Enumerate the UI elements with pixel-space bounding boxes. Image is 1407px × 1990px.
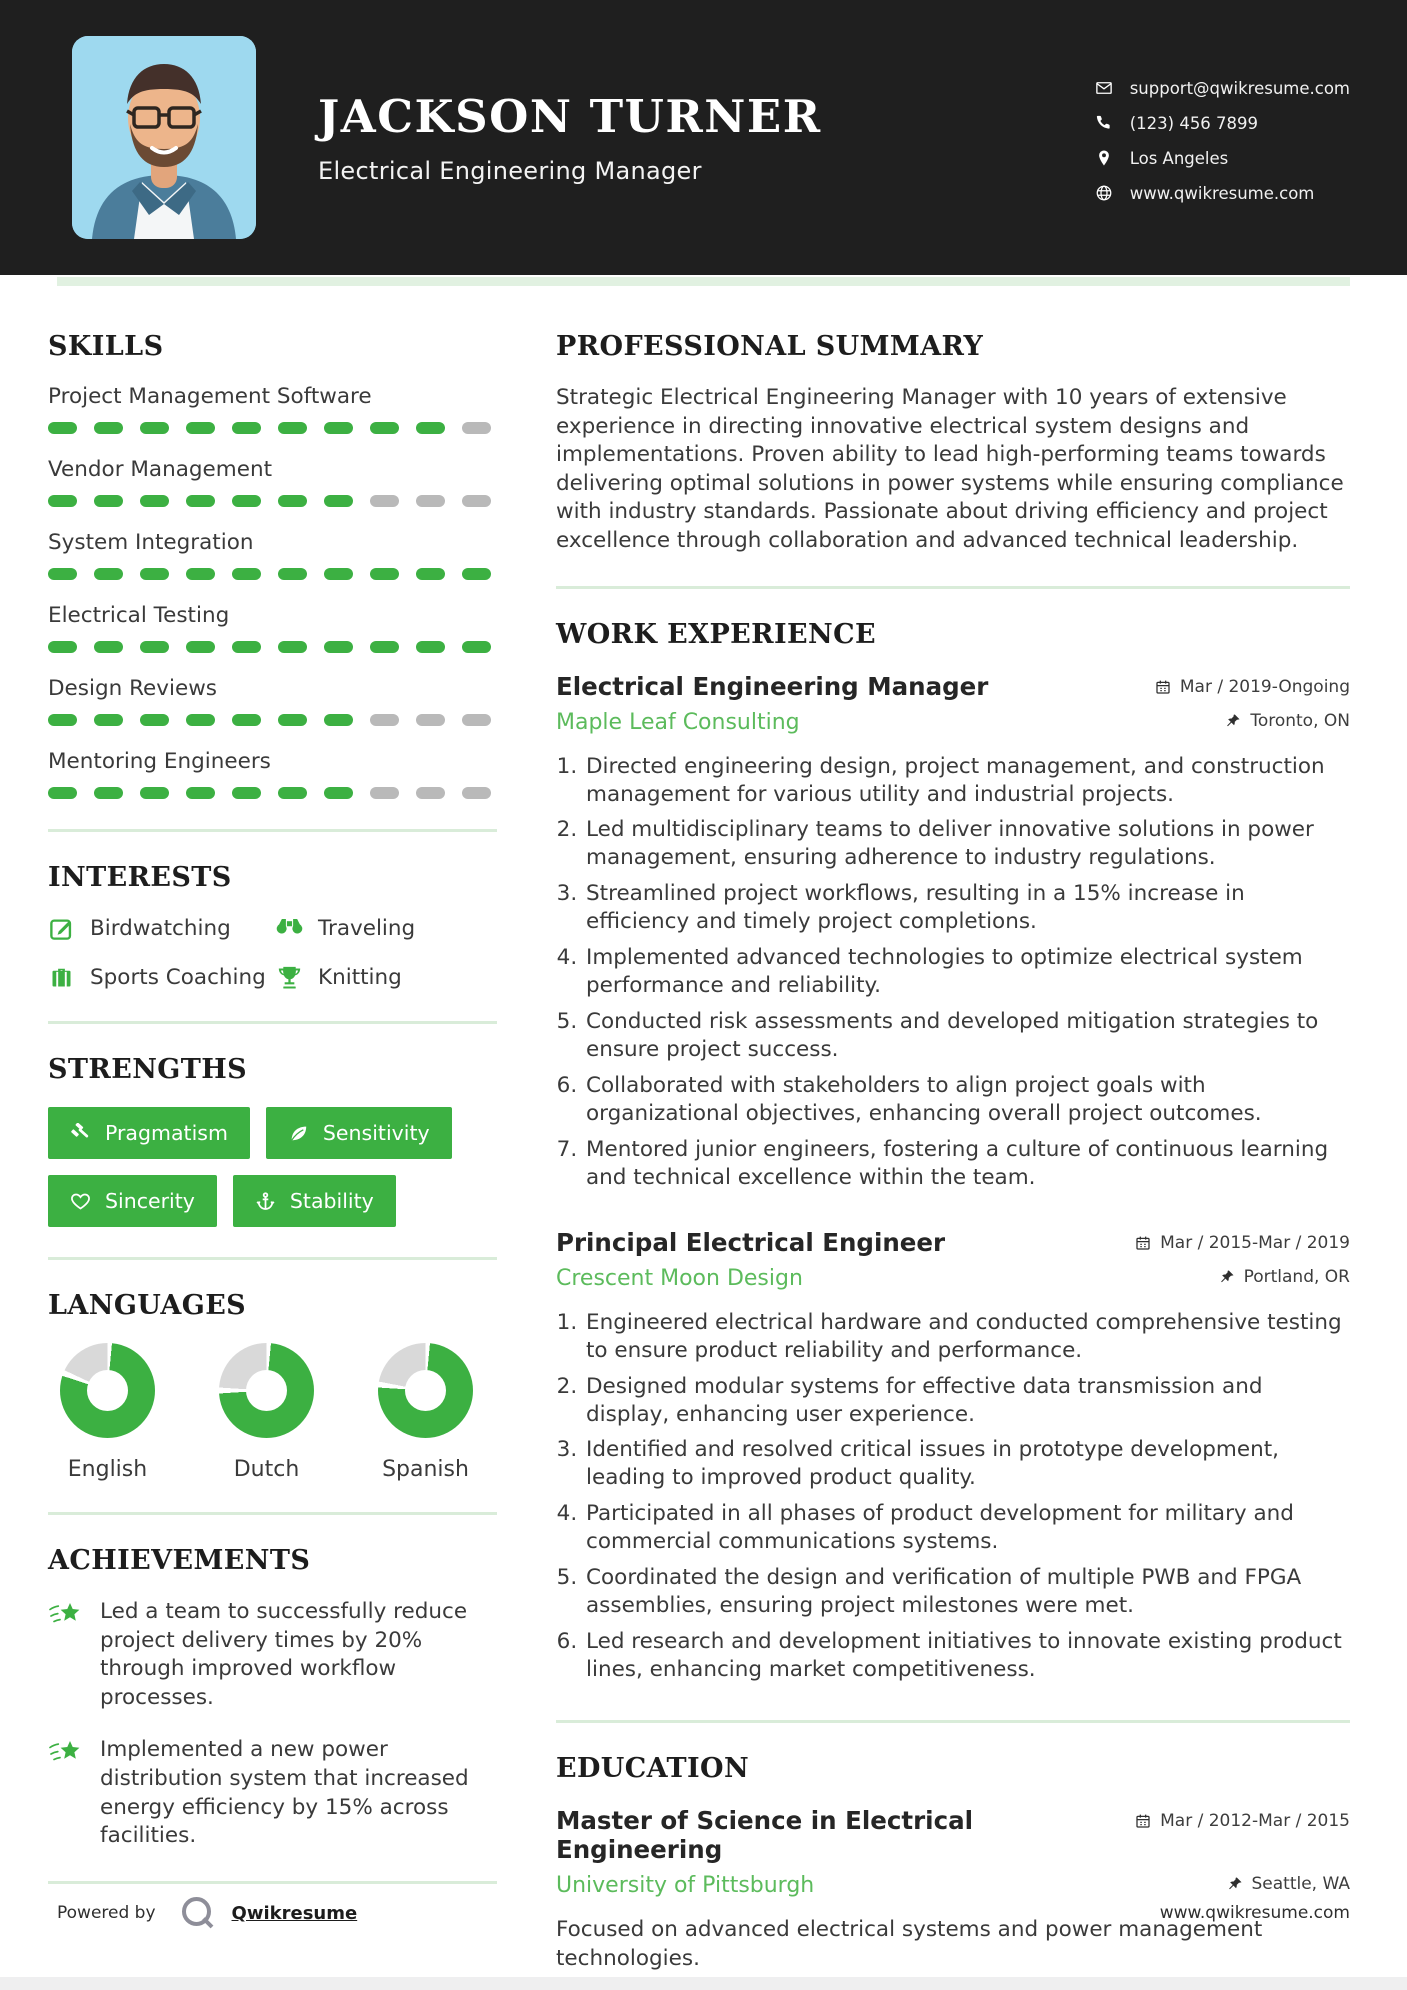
skill-label: Design Reviews	[48, 676, 217, 701]
job-bullet-list	[556, 753, 1350, 1192]
job-title: Principal Electrical Engineer	[556, 1227, 946, 1257]
skill-level-segment	[278, 714, 307, 726]
job-bullet: 1. Engineered electrical hardware and conducted comprehensive testing to ensure product reliability and performance.	[584, 1309, 1350, 1365]
education-location	[1227, 1874, 1351, 1894]
skill-level-segment	[370, 495, 399, 507]
achievements-section	[48, 1545, 497, 1851]
skill-level-segment	[94, 422, 123, 434]
section-divider	[556, 586, 1350, 589]
skill-level-segment	[324, 568, 353, 580]
education-date	[1135, 1811, 1350, 1831]
interest-label: Birdwatching	[90, 916, 231, 941]
strengths-list	[48, 1107, 497, 1227]
calendar-icon	[1135, 1813, 1151, 1829]
job-entry-header	[556, 1228, 1350, 1291]
company-name: Crescent Moon Design	[556, 1265, 803, 1291]
skill-level-segment	[462, 495, 491, 507]
job-date	[1155, 677, 1350, 697]
section-divider	[48, 1881, 497, 1884]
skill-level-segment	[462, 422, 491, 434]
qwikresume-logo-icon	[178, 1893, 218, 1933]
skill-label: Mentoring Engineers	[48, 749, 271, 774]
header	[0, 0, 1407, 275]
interests-heading: INTERESTS	[48, 862, 232, 893]
skill-item	[48, 749, 497, 799]
phone-icon	[1095, 114, 1113, 132]
contact-row	[1095, 149, 1350, 168]
education-note: Focused on advanced electrical systems and power management technologies.	[556, 1916, 1263, 1971]
skill-level-segment	[140, 495, 169, 507]
skill-level-segment	[324, 714, 353, 726]
skill-level-segment	[48, 714, 77, 726]
skill-level-segment	[186, 787, 215, 799]
job-entry	[556, 672, 1350, 1192]
skill-level-segment	[186, 714, 215, 726]
skill-level-segment	[48, 568, 77, 580]
language-label: Spanish	[382, 1457, 469, 1482]
job-date-text: Mar / 2019-Ongoing	[1179, 676, 1350, 697]
job-title: Electrical Engineering Manager	[556, 671, 989, 701]
skill-level-segment	[278, 787, 307, 799]
header-accent-bar	[57, 277, 1350, 286]
skill-level-segment	[324, 641, 353, 653]
resume-body	[0, 275, 1407, 1990]
contact-text: www.qwikresume.com	[1129, 183, 1315, 203]
skill-item	[48, 457, 497, 507]
summary-section	[556, 331, 1350, 556]
candidate-job-title: Electrical Engineering Manager	[318, 157, 702, 185]
achievement-text: Implemented a new power distribution system that increased energy efficiency by 15% across facilities.	[100, 1737, 469, 1849]
trophy-icon	[276, 964, 303, 991]
candidate-name: JACKSON TURNER	[318, 90, 822, 143]
binoculars-icon	[276, 915, 303, 942]
language-donut-chart	[60, 1343, 155, 1438]
skill-level-segment	[232, 714, 261, 726]
achievement-item	[48, 1598, 497, 1712]
language-label: English	[67, 1457, 148, 1482]
contact-text: support@qwikresume.com	[1129, 78, 1350, 98]
skill-level-segment	[48, 422, 77, 434]
job-location	[1225, 711, 1350, 731]
skill-level-segment	[140, 568, 169, 580]
skills-list	[48, 384, 497, 799]
degree-title: Master of Science in Electrical Engineering	[556, 1805, 974, 1864]
skill-level-bar	[48, 422, 497, 434]
skill-level-segment	[232, 568, 261, 580]
job-location	[1219, 1267, 1350, 1287]
email-icon	[1095, 79, 1113, 97]
skill-level-segment	[94, 787, 123, 799]
location-icon	[1095, 149, 1113, 167]
skill-level-segment	[324, 495, 353, 507]
skill-item	[48, 603, 497, 653]
star-icon	[48, 1739, 84, 1771]
language-label: Dutch	[233, 1457, 300, 1482]
languages-heading: LANGUAGES	[48, 1290, 247, 1321]
section-divider	[48, 829, 497, 832]
language-item	[215, 1343, 318, 1482]
education-entry-header	[556, 1806, 1350, 1898]
skill-level-segment	[140, 422, 169, 434]
skill-label: Electrical Testing	[48, 603, 230, 628]
footer	[57, 1893, 1350, 1933]
job-bullet: 7. Mentored junior engineers, fostering a culture of continuous learning and technical excellence within the team.	[584, 1136, 1350, 1192]
job-bullet: 2. Designed modular systems for effective data transmission and display, enhancing user experience.	[584, 1373, 1350, 1429]
profile-photo-illustration	[72, 36, 256, 239]
section-divider	[48, 1512, 497, 1515]
experience-section	[556, 619, 1350, 1684]
skill-item	[48, 676, 497, 726]
job-bullet: 3. Streamlined project workflows, resulting in a 15% increase in efficiency and timely project completions.	[584, 880, 1350, 936]
left-column	[48, 331, 497, 1990]
skill-level-segment	[48, 641, 77, 653]
interests-list	[48, 915, 497, 991]
language-item	[374, 1343, 477, 1482]
strength-badge	[48, 1175, 217, 1227]
achievements-list	[48, 1598, 497, 1851]
skill-level-segment	[232, 422, 261, 434]
calendar-icon	[1155, 679, 1171, 695]
contact-text: Los Angeles	[1129, 148, 1229, 168]
skill-level-bar	[48, 568, 497, 580]
skill-level-segment	[278, 641, 307, 653]
languages-section	[48, 1290, 497, 1482]
languages-list	[48, 1343, 497, 1482]
skill-level-segment	[94, 714, 123, 726]
powered-by-label: Powered by	[57, 1903, 156, 1923]
skill-level-segment	[278, 495, 307, 507]
skill-level-segment	[324, 787, 353, 799]
skill-level-segment	[370, 422, 399, 434]
job-entry-header	[556, 672, 1350, 735]
skill-level-segment	[232, 641, 261, 653]
interest-item	[276, 964, 497, 991]
strength-label: Pragmatism	[105, 1121, 228, 1145]
skill-level-segment	[324, 422, 353, 434]
contact-text: (123) 456 7899	[1129, 113, 1259, 133]
skill-level-segment	[94, 495, 123, 507]
education-date-text: Mar / 2012-Mar / 2015	[1160, 1810, 1350, 1831]
strength-label: Stability	[289, 1189, 374, 1213]
skill-level-segment	[278, 568, 307, 580]
skills-section	[48, 331, 497, 799]
identity-block	[318, 90, 822, 185]
calendar-icon	[1135, 1235, 1151, 1251]
job-bullet: 1. Directed engineering design, project management, and construction management for various utility and industrial projects.	[584, 753, 1350, 809]
skill-item	[48, 530, 497, 580]
language-item	[56, 1343, 159, 1482]
interest-item	[48, 915, 276, 942]
qwikresume-brand-link[interactable]: Qwikresume	[231, 1902, 358, 1924]
skill-level-segment	[232, 495, 261, 507]
contact-row	[1095, 79, 1350, 98]
skill-level-segment	[278, 422, 307, 434]
skill-level-segment	[462, 568, 491, 580]
pin-icon	[1227, 1876, 1243, 1892]
strength-badge	[233, 1175, 396, 1227]
interest-label: Traveling	[318, 916, 416, 941]
skill-level-segment	[94, 568, 123, 580]
job-bullet-list	[556, 1309, 1350, 1684]
job-date-text: Mar / 2015-Mar / 2019	[1160, 1232, 1350, 1253]
right-column	[556, 331, 1350, 1990]
job-bullet: 3. Identified and resolved critical issues in prototype development, leading to improved product quality.	[584, 1436, 1350, 1492]
footer-website: www.qwikresume.com	[1159, 1903, 1350, 1923]
job-location-text: Toronto, ON	[1250, 710, 1350, 731]
interest-item	[276, 915, 497, 942]
skill-level-segment	[370, 714, 399, 726]
experience-heading: WORK EXPERIENCE	[556, 618, 876, 650]
job-location-text: Portland, OR	[1243, 1266, 1350, 1287]
strength-label: Sincerity	[105, 1189, 195, 1213]
job-list	[556, 672, 1350, 1684]
skill-level-segment	[416, 422, 445, 434]
skill-level-segment	[94, 641, 123, 653]
globe-icon	[1095, 184, 1113, 202]
contact-list	[1095, 79, 1350, 203]
achievement-item	[48, 1736, 497, 1850]
interest-label: Knitting	[318, 965, 402, 990]
skill-level-segment	[140, 787, 169, 799]
job-bullet: 5. Coordinated the design and verification of multiple PWB and FPGA assemblies, ensuring project milestones were met.	[584, 1564, 1350, 1620]
strengths-heading: STRENGTHS	[48, 1054, 248, 1085]
section-divider	[556, 1720, 1350, 1723]
summary-heading: PROFESSIONAL SUMMARY	[556, 331, 984, 362]
strength-label: Sensitivity	[322, 1121, 430, 1145]
skill-level-segment	[370, 787, 399, 799]
school-name: University of Pittsburgh	[556, 1872, 815, 1898]
skill-level-segment	[186, 495, 215, 507]
skill-level-segment	[232, 787, 261, 799]
skill-level-bar	[48, 714, 497, 726]
skill-level-segment	[140, 641, 169, 653]
bottom-bar	[0, 1977, 1407, 1990]
section-divider	[48, 1021, 497, 1024]
skill-level-segment	[186, 422, 215, 434]
language-donut-chart	[219, 1343, 314, 1438]
education-heading: EDUCATION	[556, 1752, 750, 1784]
skill-label: Vendor Management	[48, 457, 272, 482]
language-donut-chart	[378, 1343, 473, 1438]
skill-level-segment	[48, 495, 77, 507]
gavel-icon	[70, 1123, 91, 1144]
company-name: Maple Leaf Consulting	[556, 709, 800, 735]
skill-level-segment	[462, 714, 491, 726]
summary-text: Strategic Electrical Engineering Manager with 10 years of extensive experience in directing innovative electrical system designs and implementations. Proven ability to lead high-performing teams towards delivering optimal solutions in power systems while ensuring compliance with industry standards. Passionate about driving efficiency and project excellence through collaboration and advanced technical leadership.	[556, 385, 1344, 553]
star-icon	[48, 1601, 84, 1633]
skill-item	[48, 384, 497, 434]
job-bullet: 6. Led research and development initiatives to innovate existing product lines, enhancing market competitiveness.	[584, 1628, 1350, 1684]
job-bullet: 6. Collaborated with stakeholders to align project goals with organizational objectives, enhancing overall project outcomes.	[584, 1072, 1350, 1128]
pin-icon	[1225, 713, 1241, 729]
education-location-text: Seattle, WA	[1251, 1873, 1350, 1894]
skill-level-bar	[48, 787, 497, 799]
skill-label: System Integration	[48, 530, 254, 555]
edit-icon	[48, 915, 75, 942]
achievement-text: Led a team to successfully reduce project delivery times by 20% through improved workflow processes.	[100, 1599, 468, 1710]
achievements-heading: ACHIEVEMENTS	[48, 1545, 311, 1576]
profile-photo	[72, 36, 256, 239]
contact-row	[1095, 114, 1350, 133]
skill-level-segment	[462, 641, 491, 653]
interests-section	[48, 862, 497, 991]
skill-level-segment	[416, 641, 445, 653]
heart-icon	[70, 1191, 91, 1212]
job-bullet: 4. Implemented advanced technologies to optimize electrical system performance and reliability.	[584, 944, 1350, 1000]
interest-label: Sports Coaching	[90, 965, 266, 990]
job-date	[1135, 1233, 1350, 1253]
strengths-section	[48, 1054, 497, 1227]
skill-level-bar	[48, 641, 497, 653]
skill-level-segment	[186, 568, 215, 580]
skill-level-segment	[416, 787, 445, 799]
job-bullet: 4. Participated in all phases of product development for military and commercial communications systems.	[584, 1500, 1350, 1556]
skill-label: Project Management Software	[48, 384, 372, 409]
anchor-icon	[255, 1191, 276, 1212]
section-divider	[48, 1257, 497, 1260]
skill-level-segment	[186, 641, 215, 653]
skill-level-bar	[48, 495, 497, 507]
skill-level-segment	[370, 568, 399, 580]
interest-item	[48, 964, 276, 991]
skill-level-segment	[416, 714, 445, 726]
strength-badge	[266, 1107, 452, 1159]
contact-row	[1095, 184, 1350, 203]
leaf-icon	[288, 1123, 309, 1144]
job-bullet: 5. Conducted risk assessments and developed mitigation strategies to ensure project success.	[584, 1008, 1350, 1064]
strength-badge	[48, 1107, 250, 1159]
skill-level-segment	[48, 787, 77, 799]
skill-level-segment	[370, 641, 399, 653]
briefcase-icon	[48, 964, 75, 991]
skill-level-segment	[416, 495, 445, 507]
skills-heading: SKILLS	[48, 331, 164, 362]
job-bullet: 2. Led multidisciplinary teams to deliver innovative solutions in power management, ensuring adherence to industry regulations.	[584, 816, 1350, 872]
skill-level-segment	[462, 787, 491, 799]
job-entry	[556, 1228, 1350, 1684]
skill-level-segment	[416, 568, 445, 580]
skill-level-segment	[140, 714, 169, 726]
education-section	[556, 1753, 1350, 1973]
pin-icon	[1219, 1269, 1235, 1285]
